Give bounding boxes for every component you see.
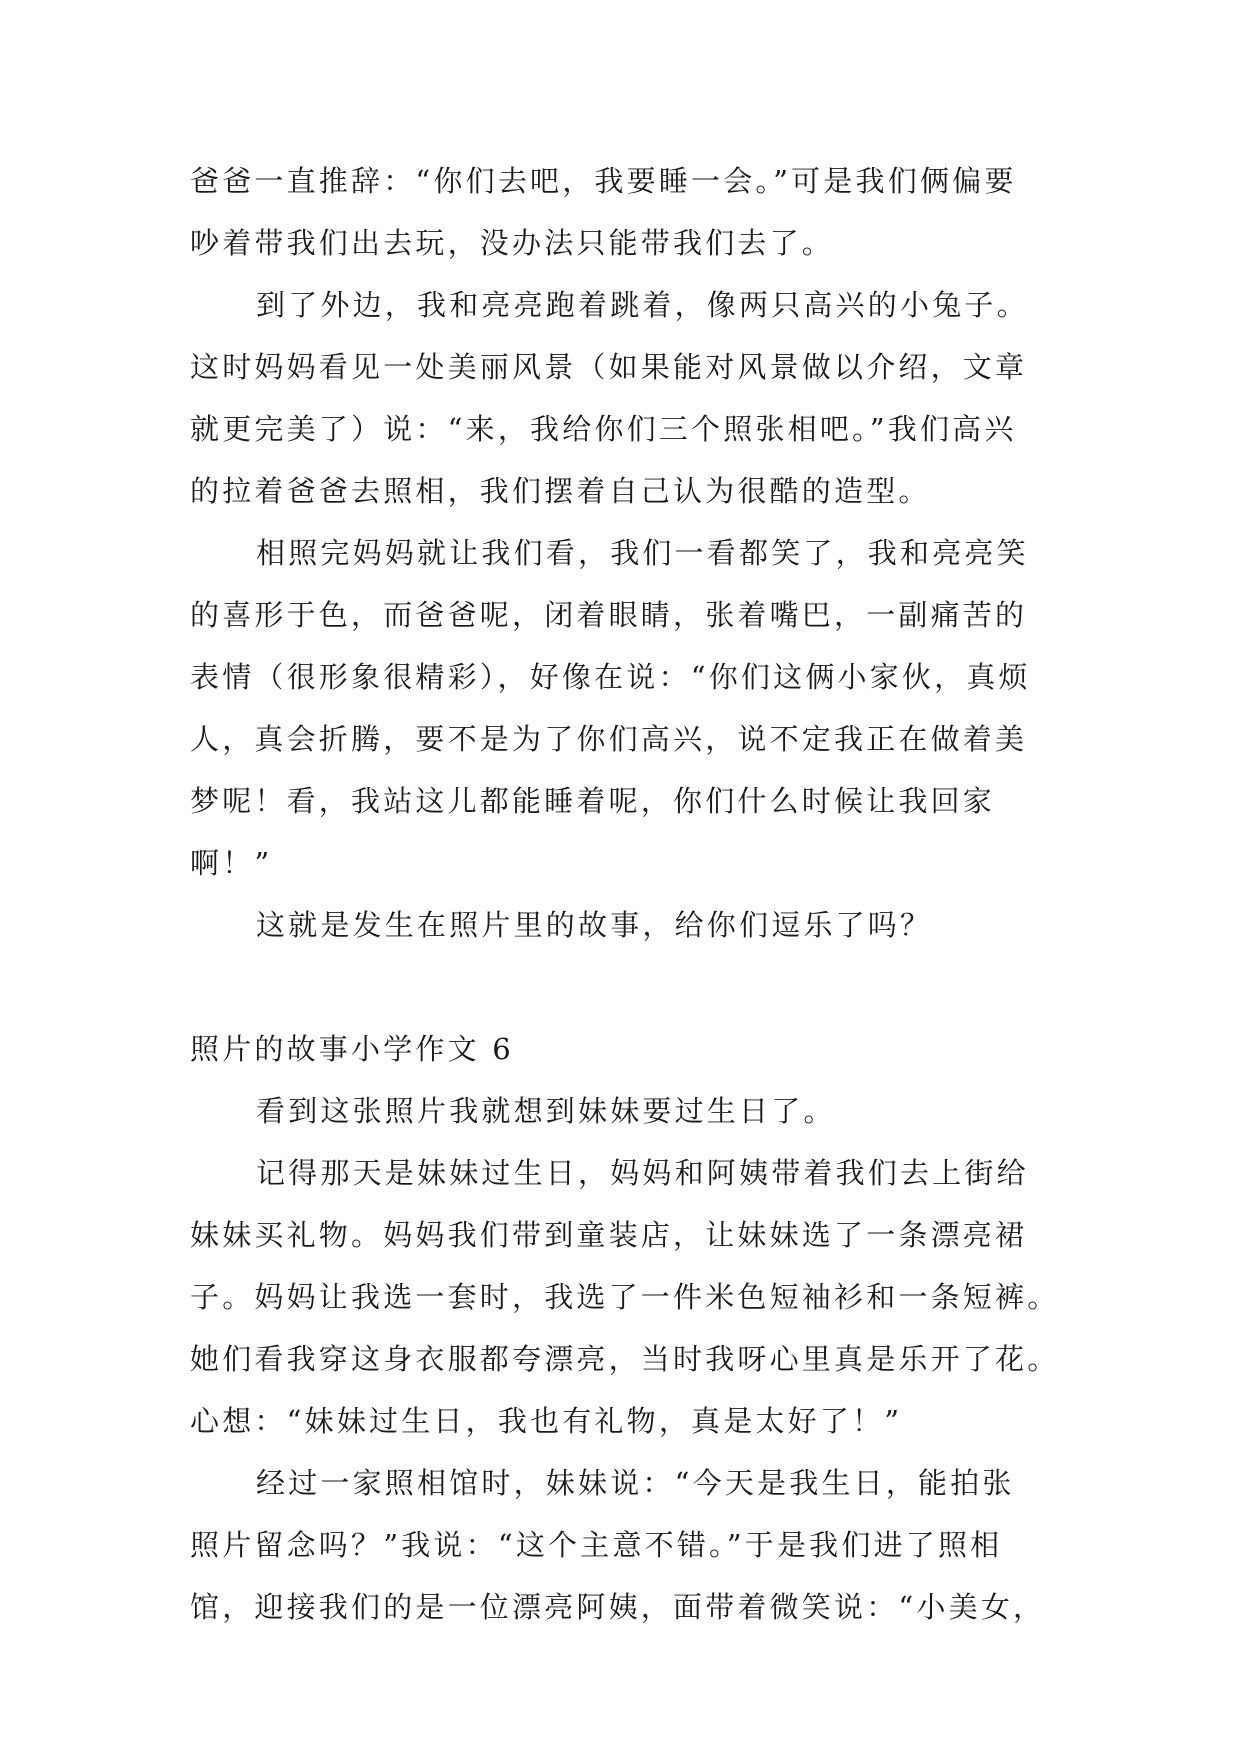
paragraph-line: 她们看我穿这身衣服都夸漂亮，当时我呀心里真是乐开了花。 (190, 1342, 1060, 1376)
paragraph-line: 相照完妈妈就让我们看，我们一看都笑了，我和亮亮笑 (256, 536, 1029, 570)
paragraph-line: 照片留念吗？”我说：“这个主意不错。”于是我们进了照相 (190, 1528, 1003, 1562)
paragraph-line: 人，真会折腾，要不是为了你们高兴，说不定我正在做着美 (190, 722, 1028, 756)
section-heading: 照片的故事小学作文 6 (190, 1032, 514, 1066)
paragraph-line: 馆，迎接我们的是一位漂亮阿姨，面带着微笑说：“小美女， (190, 1590, 1046, 1624)
paragraph-line: 妹妹买礼物。妈妈我们带到童装店，让妹妹选了一条漂亮裙 (190, 1218, 1028, 1252)
section-spacer (190, 964, 1060, 1026)
paragraph-line: 梦呢！看，我站这儿都能睡着呢，你们什么时候让我回家 (190, 784, 996, 818)
paragraph-line: 表情（很形象很精彩），好像在说：“你们这俩小家伙，真烦 (190, 660, 1031, 694)
paragraph-line: 经过一家照相馆时，妹妹说：“今天是我生日，能拍张 (256, 1466, 1015, 1500)
paragraph-line: 到了外边，我和亮亮跑着跳着，像两只高兴的小兔子。 (256, 288, 1029, 322)
paragraph-line: 这时妈妈看见一处美丽风景（如果能对风景做以介绍，文章 (190, 350, 1028, 384)
paragraph-line: 的喜形于色，而爸爸呢，闭着眼睛，张着嘴巴，一副痛苦的 (190, 598, 1028, 632)
paragraph-line: 子。妈妈让我选一套时，我选了一件米色短袖衫和一条短裤。 (190, 1280, 1060, 1314)
paragraph-line: 的拉着爸爸去照相，我们摆着自己认为很酷的造型。 (190, 474, 931, 508)
paragraph-line: 心想：“妹妹过生日，我也有礼物，真是太好了！” (190, 1404, 903, 1438)
paragraph-line: 爸爸一直推辞：“你们去吧，我要睡一会。”可是我们俩偏要 (190, 164, 1017, 198)
paragraph-line: 吵着带我们出去玩，没办法只能带我们去了。 (190, 226, 835, 260)
document-body (190, 158, 1060, 1646)
paragraph-line: 就更完美了）说：“来，我给你们三个照张相吧。”我们高兴 (190, 412, 1017, 446)
paragraph-line: 啊！” (190, 846, 273, 880)
paragraph-line: 这就是发生在照片里的故事，给你们逗乐了吗？ (256, 908, 933, 942)
paragraph-line: 记得那天是妹妹过生日，妈妈和阿姨带着我们去上街给 (256, 1156, 1029, 1190)
paragraph-line: 看到这张照片我就想到妹妹要过生日了。 (256, 1094, 836, 1128)
